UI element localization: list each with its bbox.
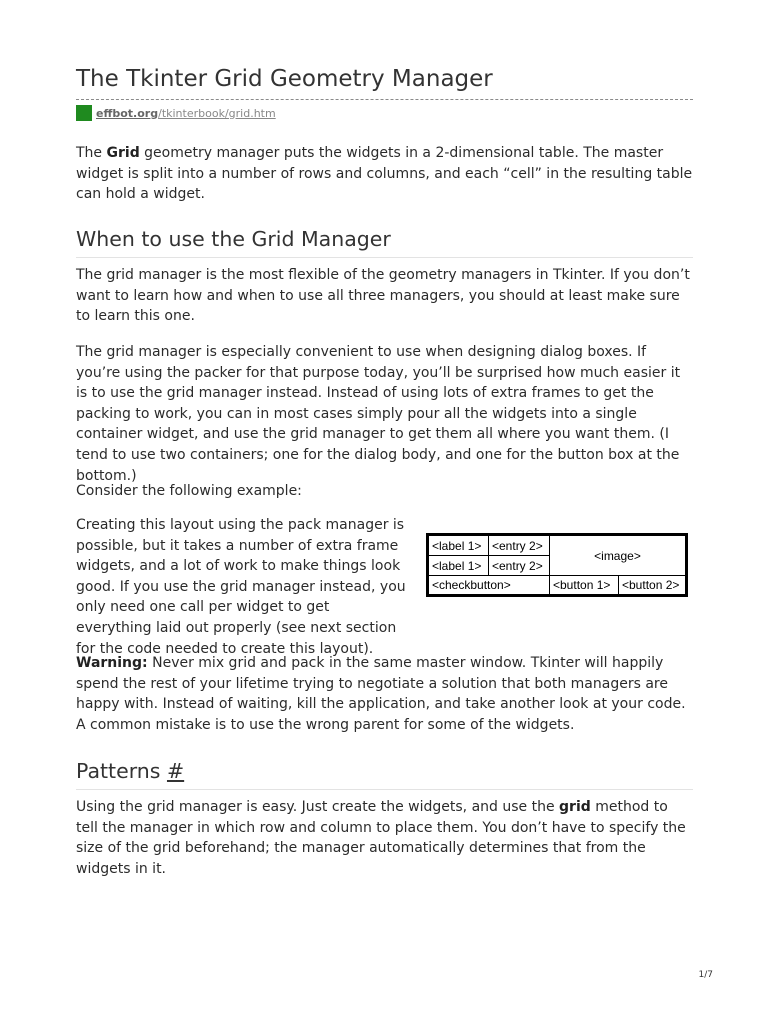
- paragraph-example-intro: Consider the following example:: [76, 483, 302, 499]
- page-title: The Tkinter Grid Geometry Manager: [76, 66, 493, 92]
- paragraph-flexible: The grid manager is the most flexible of the geometry managers in Tkinter. If you don’t want to learn how and when to use all three managers, you should at least make sure to learn this one.: [76, 267, 690, 325]
- intro-paragraph: The Grid geometry manager puts the widgets in a 2-dimensional table. The master widget is split into a number of rows and columns, and each “cell” in the resulting table can hold a widget.: [76, 145, 693, 203]
- figure-cell-button2: <button 2>: [618, 575, 686, 595]
- figure-cell-button1: <button 1>: [549, 575, 619, 595]
- figure-cell-entry2-row1: <entry 2>: [488, 535, 550, 556]
- patterns-anchor-link[interactable]: #: [166, 759, 185, 783]
- paragraph-dialog-boxes: The grid manager is especially convenient to use when designing dialog boxes. If you’re using the packer for that purpose today, you’ll be surprised how much easier it is to use the grid manager instead. Instead of using lots of extra frames to get the packing to work, you can in most cases simply pour all the widgets into a single container widget, and use the grid manager to get them all where you want them. (I tend to use two containers; one for the dialog body, and one for the button box at the bottom.): [76, 344, 681, 484]
- paragraph-pack-comparison: Creating this layout using the pack manager is possible, but it takes a number of extra frame widgets, and a lot of work to make things look good. If you use the grid manager instead, you only need one call per widget to get everything laid out properly (see next section for the code needed to create this layout).: [76, 517, 406, 657]
- site-favicon-icon: [76, 105, 92, 121]
- figure-cell-entry2-row2: <entry 2>: [488, 555, 550, 576]
- figure-cell-checkbutton: <checkbutton>: [428, 575, 550, 595]
- grid-layout-figure: [426, 533, 688, 597]
- figure-cell-label1-row1: <label 1>: [428, 535, 489, 556]
- source-domain[interactable]: effbot.org: [96, 106, 159, 120]
- figure-cell-image: <image>: [549, 535, 686, 576]
- page-number: 1/7: [698, 970, 713, 980]
- source-link[interactable]: [76, 104, 276, 122]
- warning-paragraph: Warning: Never mix grid and pack in the same master window. Tkinter will happily spend the rest of your lifetime trying to negotiate a solution that both managers are happy with. Instead of waiting, kill the application, and take another look at your code. A common mistake is to use the wrong parent for some of the widgets.: [76, 655, 686, 733]
- paragraph-patterns: Using the grid manager is easy. Just create the widgets, and use the grid method to tell the manager in which row and column to place them. You don’t have to specify the size of the grid beforehand; the manager automatically determines that from the widgets in it.: [76, 799, 686, 877]
- figure-cell-label1-row2: <label 1>: [428, 555, 489, 576]
- warning-label: Warning:: [76, 655, 148, 671]
- title-divider: [76, 99, 693, 100]
- section-heading-when-to-use: When to use the Grid Manager: [76, 227, 693, 258]
- source-path[interactable]: /tkinterbook/grid.htm: [158, 106, 276, 120]
- section-heading-patterns: Patterns #: [76, 759, 693, 790]
